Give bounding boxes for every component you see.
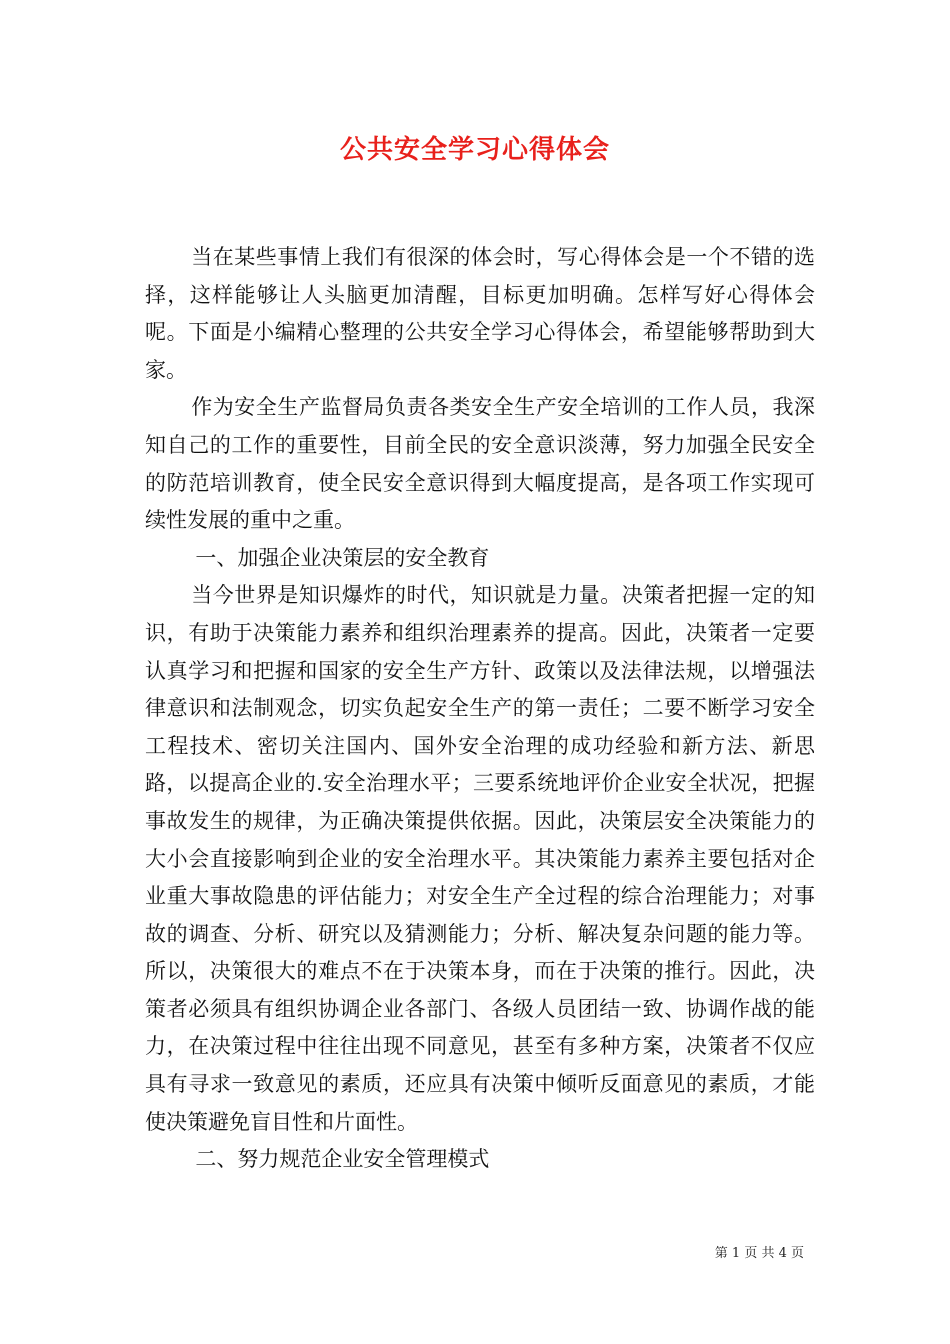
document-body: [145, 239, 815, 1179]
section-heading-2: 二、努力规范企业安全管理模式: [195, 1147, 490, 1172]
document-title: 公共安全学习心得体会: [339, 135, 610, 165]
paragraph-role: 作为安全生产监督局负责各类安全生产安全培训的工作人员，我深知自己的工作的重要性，目前全民的安全意识淡薄，努力加强全民安全的防范培训教育，使全民安全意识得到大幅度提高，是各项工作实现可续性发展的重中之重。: [145, 395, 815, 533]
page-number-footer: 第 1 页 共 4 页: [714, 1246, 804, 1261]
section-heading-1: 一、加强企业决策层的安全教育: [195, 545, 490, 570]
paragraph-intro: 当在某些事情上我们有很深的体会时，写心得体会是一个不错的选择，这样能够让人头脑更加清醒，目标更加明确。怎样写好心得体会呢。下面是小编精心整理的公共安全学习心得体会，希望能够帮助到大家。: [145, 245, 815, 382]
paragraph-decision: 当今世界是知识爆炸的时代，知识就是力量。决策者把握一定的知识，有助于决策能力素养和组织治理素养的提高。因此，决策者一定要认真学习和把握和国家的安全生产方针、政策以及法律法规，以增强法律意识和法制观念，切实负起安全生产的第一责任；二要不断学习安全工程技术、密切关注国内、国外安全治理的成功经验和新方法、新思路，以提高企业的.安全治理水平；三要系统地评价企业安全状况，把握事故发生的规律，为正确决策提供依据。因此，决策层安全决策能力的大小会直接影响到企业的安全治理水平。其决策能力素养主要包括对企业重大事故隐患的评估能力；对安全生产全过程的综合治理能力；对事故的调查、分析、研究以及猜测能力；分析、解决复杂问题的能力等。所以，决策很大的难点不在于决策本身，而在于决策的推行。因此，决策者必须具有组织协调企业各部门、各级人员团结一致、协调作战的能力，在决策过程中往往出现不同意见，甚至有多种方案，决策者不仅应具有寻求一致意见的素质，还应具有决策中倾听反面意见的素质，才能使决策避免盲目性和片面性。: [145, 583, 815, 1134]
